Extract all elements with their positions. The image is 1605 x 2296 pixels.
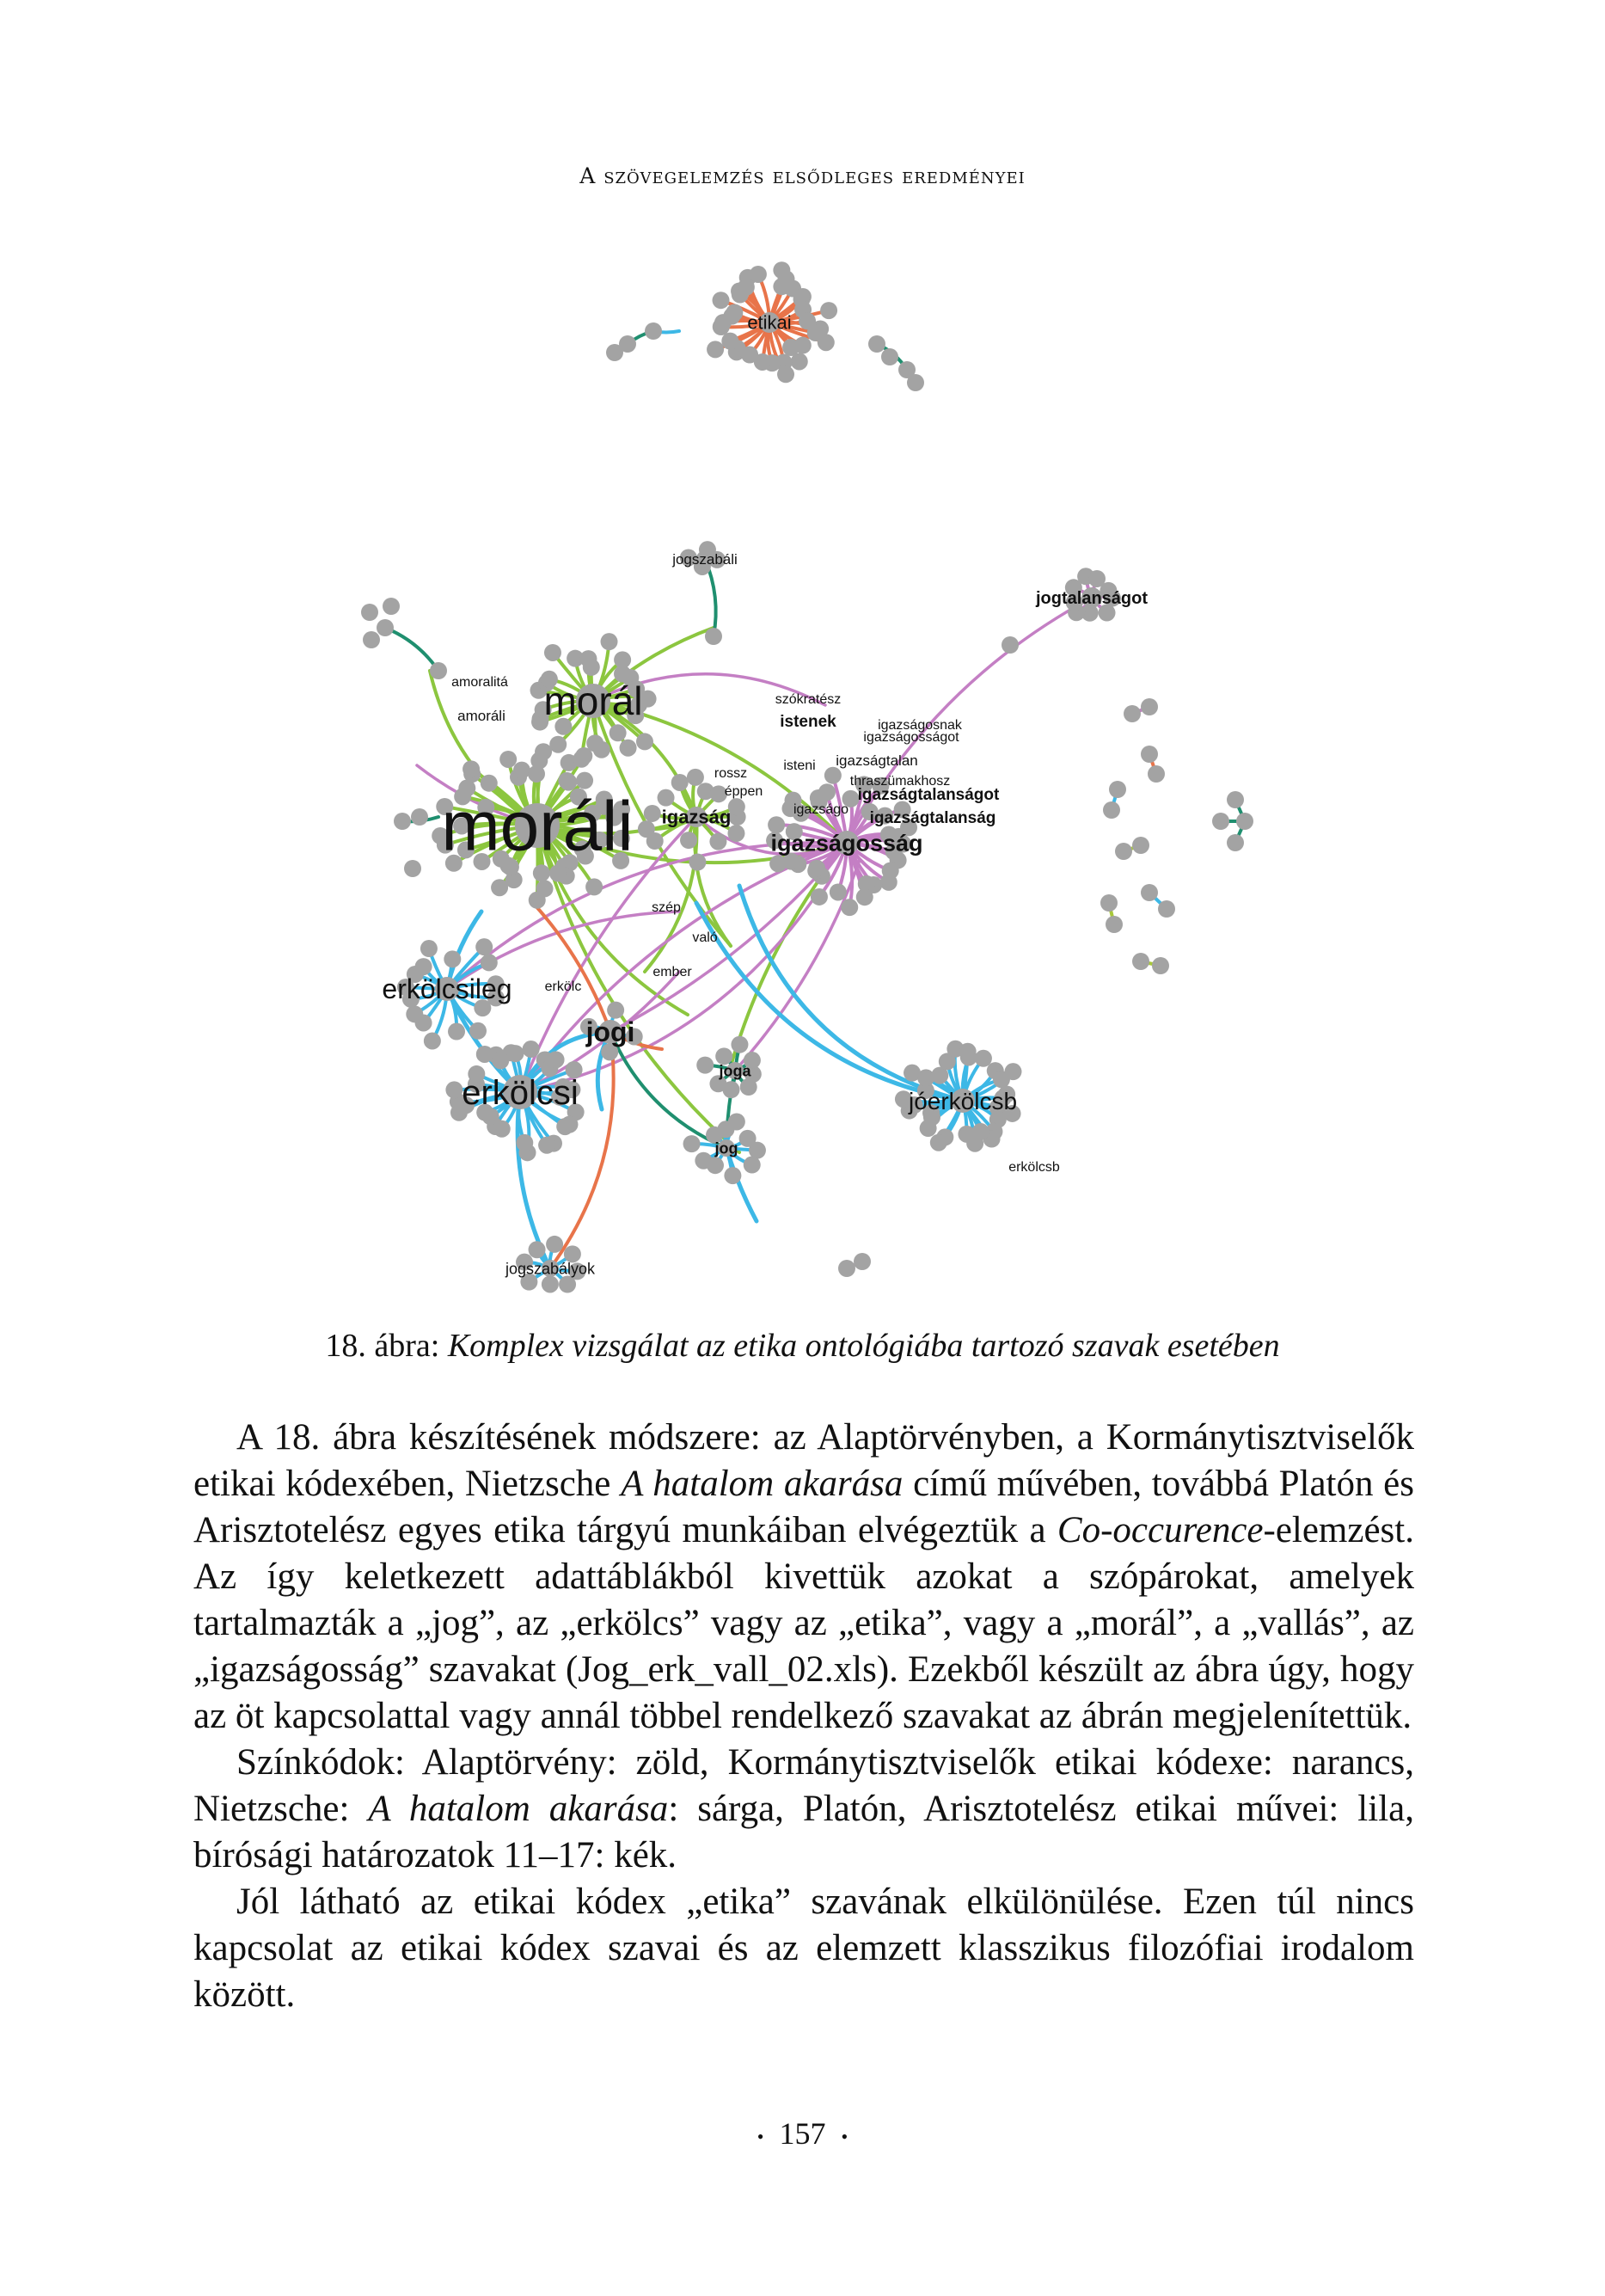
isolated-node xyxy=(1100,894,1118,912)
leaf-node-morali xyxy=(576,772,593,789)
leaf-node-morali xyxy=(533,864,550,881)
label-etikai: etikai xyxy=(747,311,792,334)
chain-node xyxy=(881,348,898,365)
leaf-node-erkolcsileg xyxy=(424,1032,441,1049)
leaf-node-joerkolcsb xyxy=(1004,1063,1021,1080)
leaf-node-igazsagossag xyxy=(808,860,825,877)
leaf-node-moral xyxy=(573,751,590,768)
leaf-node-moral xyxy=(583,659,600,676)
leaf-node-morali xyxy=(491,879,508,896)
caption-title: Komplex vizsgálat az etika ontológiába tartozó szavak esetében xyxy=(447,1328,1280,1364)
leaf-node-igazsag xyxy=(671,774,689,791)
leaf-node-moral xyxy=(610,724,627,741)
leaf-node-jogszabalyok xyxy=(529,1241,546,1258)
leaf-node-erkolcsileg xyxy=(444,950,461,967)
leaf-node-igazsagossag xyxy=(824,767,842,784)
chain-node xyxy=(383,598,400,615)
leaf-node-morali xyxy=(513,762,530,779)
leaf-node-erkolcsileg xyxy=(406,1005,423,1022)
isolated-node xyxy=(1152,957,1169,974)
isolated-node xyxy=(838,1260,855,1277)
label-igazsag: igazság xyxy=(661,806,732,828)
label-erkolcsi: erkölcsi xyxy=(462,1074,579,1112)
isolated-node xyxy=(1124,705,1141,722)
graph-nodes xyxy=(361,261,1253,1292)
leaf-node-igazsagossag xyxy=(856,888,873,906)
leaf-node-igazsag xyxy=(644,805,661,822)
leaf-node-morali xyxy=(463,760,480,777)
page-number: 157 xyxy=(779,2116,826,2151)
chain-node xyxy=(363,631,380,648)
label-isteni: isteni xyxy=(783,758,816,773)
label-igazsagossagot: igazságosságot xyxy=(863,730,959,745)
label-eppen: éppen xyxy=(724,784,763,799)
leaf-node-igazsagossag xyxy=(830,883,847,900)
leaf-node-erkolcsi xyxy=(538,1137,555,1154)
isolated-node xyxy=(1227,834,1244,851)
text-run: : sárga, Platón, Arisztotelész etikai művei: lila, bírósági határozatok 11–17: kék. xyxy=(193,1789,1414,1875)
leaf-node-jogszabalyok xyxy=(542,1275,559,1292)
leaf-node-igazsag xyxy=(689,854,706,871)
leaf-node-erkolcsileg xyxy=(469,1022,487,1040)
label-igazsagtalan: igazságtalan xyxy=(836,752,918,769)
leaf-node-moral xyxy=(544,644,561,661)
label-jogtalansagot: jogtalanságot xyxy=(1035,589,1149,608)
leaf-node-jog xyxy=(739,1130,757,1147)
label-jogi: jogi xyxy=(585,1016,635,1048)
isolated-node xyxy=(1115,843,1132,860)
paragraph-conclusion: Jól látható az etikai kódex „etika” szavának elkülönülése. Ezen túl nincs kapcsolat az etikai kódex szavai és az elemzett klasszikus filozófiai irodalom között. xyxy=(193,1882,1414,2015)
caption-number: 18. ábra: xyxy=(325,1328,440,1364)
leaf-node-moral xyxy=(620,740,637,757)
leaf-node-jog xyxy=(724,1167,741,1184)
isolated-node xyxy=(1141,698,1158,715)
leaf-node-joerkolcsb xyxy=(960,1048,977,1065)
chain-node xyxy=(907,374,924,391)
leaf-node-igazsagossag xyxy=(811,888,828,906)
leaf-node-igazsagossag xyxy=(818,783,836,801)
leaf-node-joga xyxy=(696,1057,714,1074)
chain-node xyxy=(1002,636,1019,654)
leaf-node-morali xyxy=(499,751,517,768)
isolated-node xyxy=(1103,801,1120,819)
isolated-node xyxy=(1106,916,1123,933)
paragraph-method xyxy=(193,1415,1414,1740)
label-igazsagtalansag: igazságtalanság xyxy=(869,809,996,827)
book-title: A hatalom akarása xyxy=(621,1464,904,1504)
label-joga: joga xyxy=(719,1062,751,1080)
leaf-node-erkolcsileg xyxy=(481,954,498,971)
body-text xyxy=(193,1415,1414,2018)
leaf-node-jog xyxy=(683,1135,701,1152)
leaf-node-etikai xyxy=(713,292,730,309)
chain-node xyxy=(868,335,885,353)
label-rossz: rossz xyxy=(714,766,748,781)
isolated-node xyxy=(1148,765,1165,783)
label-jogszabalyok: jogszabályok xyxy=(505,1260,596,1278)
term-italic: Co-occurence xyxy=(1057,1510,1264,1550)
isolated-node xyxy=(1109,781,1126,798)
label-valo: való xyxy=(692,930,718,945)
leaf-node-morali xyxy=(528,765,545,783)
label-jogszabali: jogszabáli xyxy=(672,550,738,568)
folio-ornament-left: • xyxy=(757,2125,764,2147)
leaf-node-morali xyxy=(529,892,546,909)
leaf-node-igazsagossag xyxy=(880,874,897,891)
leaf-node-jog xyxy=(744,1157,761,1174)
leaf-node-etikai xyxy=(777,365,794,383)
chain-node xyxy=(377,619,394,636)
chain-node xyxy=(411,808,428,826)
leaf-node-joga xyxy=(740,1078,757,1096)
label-ember: ember xyxy=(652,965,692,979)
chain-node xyxy=(361,604,378,621)
figure-caption xyxy=(0,1327,1605,1365)
leaf-node-igazsagossag xyxy=(841,899,858,916)
leaf-node-igazsag xyxy=(680,832,697,849)
leaf-node-jogszabalyok xyxy=(559,1276,576,1293)
leaf-node-morali xyxy=(585,878,603,895)
page-folio xyxy=(0,2115,1605,2152)
leaf-node-moral xyxy=(549,736,567,753)
leaf-node-igazsagossag xyxy=(769,855,787,872)
leaf-node-joerkolcsb xyxy=(975,1050,992,1067)
text-run: A 18. ábra készítésének módszere: az Alaptörvényben, a Kormánytisztviselők etikai kódexében, Nietzsche xyxy=(193,1417,1414,1504)
leaf-node-jog xyxy=(728,1113,745,1130)
leaf-node-etikai xyxy=(791,353,808,370)
leaf-node-erkolcsi xyxy=(556,1118,573,1135)
leaf-node-etikai xyxy=(721,333,738,350)
running-head: A szövegelemzés elsődleges eredményei xyxy=(579,163,1026,188)
label-igazsagosnak: igazságosnak xyxy=(878,718,962,733)
chain-node xyxy=(606,344,623,361)
isolated-node xyxy=(1158,900,1175,918)
text-run: -elemzést. Az így keletkezett adattáblákból kivettük azokat a szópárokat, amelyek tartalmazták a „jog”, az „erkölcs” vagy az „etika”, vagy a „morál”, a „vallás”, az „igazságosság” szavakat (Jog_erk_vall_02.xls). Ezekből készült az ábra úgy, hogy az öt kapcsolattal vagy annál többel rendelkező szavakat az ábrán megjelenítettük. xyxy=(193,1510,1414,1736)
leaf-node-erkolcsi xyxy=(523,1041,540,1058)
leaf-node-erkolcsi xyxy=(445,1081,463,1098)
leaf-node-etikai xyxy=(799,312,816,329)
label-igazsagtalansagot: igazságtalanságot xyxy=(857,786,1000,804)
leaf-node-moral xyxy=(636,733,653,750)
label-amorali: amoráli xyxy=(457,708,505,724)
network-graph xyxy=(0,241,1605,1298)
leaf-node-erkolcsileg xyxy=(415,958,432,975)
leaf-node-etikai xyxy=(707,341,724,358)
label-szokratesz: szókratész xyxy=(775,692,842,707)
leaf-node-joerkolcsb xyxy=(930,1134,947,1151)
leaf-node-erkolcsileg xyxy=(448,1023,465,1041)
label-szep: szép xyxy=(652,900,681,915)
label-igazsagossag: igazságosság xyxy=(770,830,923,856)
leaf-node-erkolcsileg xyxy=(475,938,493,955)
leaf-node-erkolcsi xyxy=(516,1134,533,1151)
leaf-node-joerkolcsb xyxy=(958,1126,975,1143)
isolated-node xyxy=(1212,813,1229,830)
leaf-node-etikai xyxy=(820,302,837,319)
label-moral: morál xyxy=(543,678,643,724)
leaf-node-etikai xyxy=(726,304,743,322)
leaf-node-morali xyxy=(535,743,552,760)
label-amoralita: amoralitá xyxy=(451,675,508,690)
leaf-node-etikai xyxy=(750,266,767,283)
chain-node xyxy=(430,662,447,679)
leaf-node-moral xyxy=(586,734,603,752)
leaf-node-etikai xyxy=(818,334,835,351)
leaf-node-jogszabalyok xyxy=(546,1236,563,1253)
leaf-node-erkolcsi xyxy=(548,1051,565,1068)
text-run: Színkódok: Alaptörvény: zöld, Kormánytisztviselők etikai kódexe: narancs, Nietzsche: xyxy=(193,1742,1414,1829)
leaf-node-morali xyxy=(549,865,567,882)
label-joerkolcsb: jóerkölcsb xyxy=(908,1087,1018,1114)
leaf-node-igazsag xyxy=(638,820,655,838)
paragraph-color-codes xyxy=(193,1740,1414,1879)
chain-node xyxy=(645,322,662,340)
isolated-node xyxy=(1132,953,1149,970)
leaf-node-erkolcsi xyxy=(507,1045,524,1062)
leaf-node-igazsag xyxy=(687,769,704,786)
leaf-node-igazsag xyxy=(658,789,675,807)
label-igazsago: igazságo xyxy=(793,802,849,817)
label-thraszumakhosz: thraszümakhosz xyxy=(849,774,951,789)
book-title: A hatalom akarása xyxy=(368,1789,669,1829)
isolated-node xyxy=(1141,746,1158,763)
chain-node xyxy=(705,628,722,645)
leaf-node-joga xyxy=(731,1036,748,1053)
label-morali: moráli xyxy=(441,787,634,866)
text-run: című művében, továbbá Platón és Arisztotelész egyes etika tárgyú munkáiban elvégeztük a xyxy=(193,1464,1414,1550)
isolated-node xyxy=(1141,884,1158,901)
label-erkolcsb: erkölcsb xyxy=(1008,1160,1060,1175)
isolated-node xyxy=(854,1253,871,1270)
isolated-node xyxy=(1132,837,1149,854)
chain-node xyxy=(404,860,421,877)
label-erkolcsileg: erkölcsileg xyxy=(382,973,512,1005)
isolated-node xyxy=(1236,813,1253,830)
chain-node xyxy=(394,813,411,830)
isolated-node xyxy=(1227,791,1244,808)
folio-ornament-right: • xyxy=(841,2125,848,2147)
leaf-node-jog xyxy=(695,1152,712,1169)
label-erkolc: erkölc xyxy=(544,979,582,994)
cross-edge xyxy=(385,628,438,671)
label-istenek: istenek xyxy=(780,713,836,731)
leaf-node-erkolcsileg xyxy=(420,940,438,957)
leaf-node-igazsag xyxy=(709,833,726,850)
label-jog: jog xyxy=(714,1139,738,1157)
leaf-node-moral xyxy=(601,633,618,650)
